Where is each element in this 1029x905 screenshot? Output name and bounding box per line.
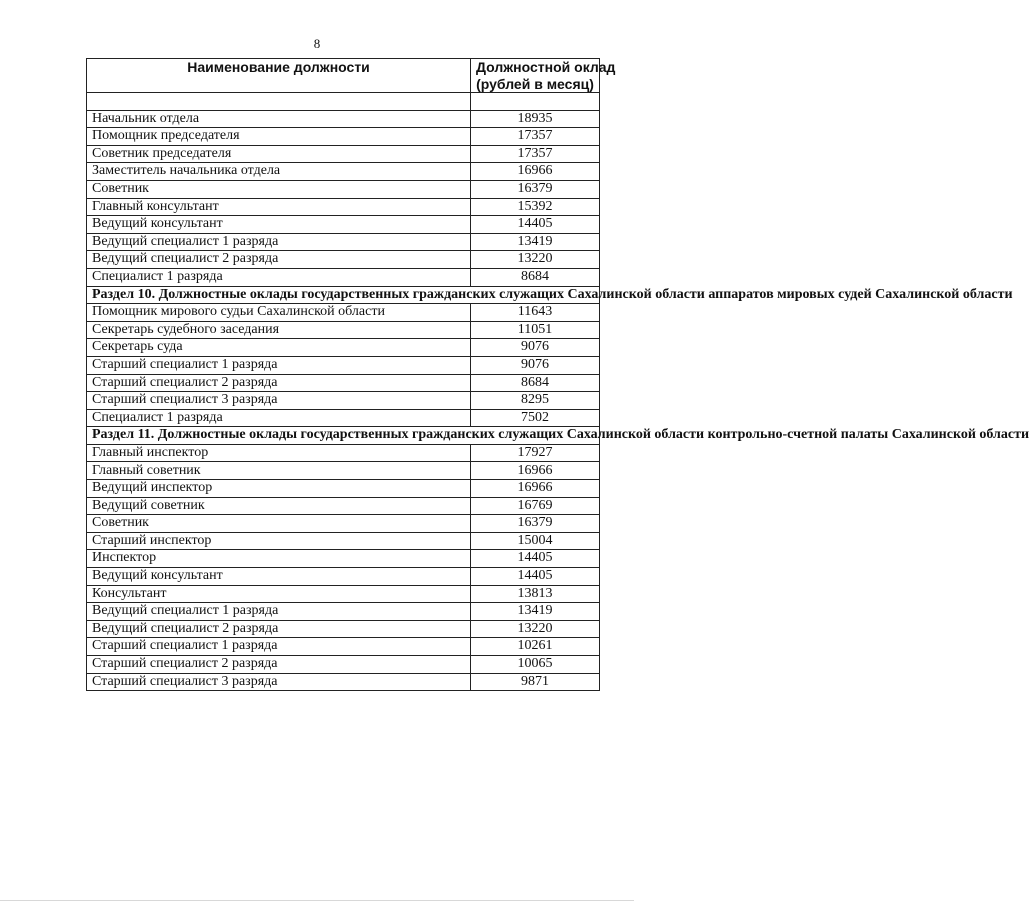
position-name-cell: Главный консультант bbox=[87, 198, 471, 216]
table-row bbox=[87, 392, 600, 410]
position-name-cell: Ведущий инспектор bbox=[87, 480, 471, 498]
table-row bbox=[87, 304, 600, 322]
table-row bbox=[87, 216, 600, 234]
table-row bbox=[87, 638, 600, 656]
table-row bbox=[87, 128, 600, 146]
table-row bbox=[87, 515, 600, 533]
table-row bbox=[87, 339, 600, 357]
position-name-cell: Главный советник bbox=[87, 462, 471, 480]
page-number: 8 bbox=[313, 36, 321, 51]
salary-cell: 14405 bbox=[471, 568, 600, 586]
position-name-cell: Ведущий специалист 1 разряда bbox=[87, 233, 471, 251]
salary-cell: 17357 bbox=[471, 145, 600, 163]
table-row bbox=[87, 110, 600, 128]
position-name-cell: Ведущий специалист 1 разряда bbox=[87, 603, 471, 621]
header-salary bbox=[471, 59, 616, 93]
salary-cell: 8684 bbox=[471, 374, 600, 392]
position-name-cell: Советник bbox=[87, 180, 471, 198]
position-name-cell: Консультант bbox=[87, 585, 471, 603]
position-name-cell: Советник председателя bbox=[87, 145, 471, 163]
position-name-cell: Ведущий специалист 2 разряда bbox=[87, 620, 471, 638]
table-row bbox=[87, 585, 600, 603]
header-salary-line1: Должностной оклад bbox=[476, 59, 616, 75]
position-name-cell: Старший инспектор bbox=[87, 532, 471, 550]
table-row bbox=[87, 163, 600, 181]
table-row bbox=[87, 409, 600, 427]
position-name-cell: Заместитель начальника отдела bbox=[87, 163, 471, 181]
salary-cell: 16379 bbox=[471, 515, 600, 533]
position-name-cell: Старший специалист 1 разряда bbox=[87, 638, 471, 656]
salary-cell: 16966 bbox=[471, 462, 600, 480]
table-row bbox=[87, 532, 600, 550]
salary-cell: 16966 bbox=[471, 480, 600, 498]
salary-cell: 13419 bbox=[471, 603, 600, 621]
table-row bbox=[87, 480, 600, 498]
salary-cell: 13419 bbox=[471, 233, 600, 251]
salary-cell: 10261 bbox=[471, 638, 600, 656]
section-title: Раздел 10. Должностные оклады государственных гражданских служащих Сахалинской области аппаратов мировых судей Сахалинской области bbox=[87, 286, 600, 304]
salary-cell: 11051 bbox=[471, 321, 600, 339]
salary-cell: 9871 bbox=[471, 673, 600, 691]
position-name-cell: Старший специалист 1 разряда bbox=[87, 356, 471, 374]
salary-cell: 14405 bbox=[471, 550, 600, 568]
table-row bbox=[87, 497, 600, 515]
table-row bbox=[87, 180, 600, 198]
spacer-row bbox=[87, 93, 600, 111]
position-name-cell: Старший специалист 2 разряда bbox=[87, 374, 471, 392]
table-row bbox=[87, 145, 600, 163]
salary-cell: 9076 bbox=[471, 356, 600, 374]
table-header-row bbox=[87, 59, 600, 93]
salary-cell: 11643 bbox=[471, 304, 600, 322]
position-name-cell: Секретарь суда bbox=[87, 339, 471, 357]
salary-table bbox=[86, 58, 1029, 691]
position-name-cell: Ведущий консультант bbox=[87, 568, 471, 586]
position-name-cell: Старший специалист 3 разряда bbox=[87, 392, 471, 410]
position-name-cell: Ведущий консультант bbox=[87, 216, 471, 234]
salary-cell: 13220 bbox=[471, 620, 600, 638]
salary-cell: 8295 bbox=[471, 392, 600, 410]
salary-cell: 7502 bbox=[471, 409, 600, 427]
salary-cell: 14405 bbox=[471, 216, 600, 234]
salary-cell: 16379 bbox=[471, 180, 600, 198]
table-row bbox=[87, 233, 600, 251]
salary-cell: 13813 bbox=[471, 585, 600, 603]
table-row bbox=[87, 198, 600, 216]
salary-cell: 10065 bbox=[471, 656, 600, 674]
table-row bbox=[87, 620, 600, 638]
header-salary-line2: (рублей в месяц) bbox=[476, 75, 594, 92]
position-name-cell: Ведущий специалист 2 разряда bbox=[87, 251, 471, 269]
spacer-cell bbox=[87, 93, 471, 111]
section-11-header-row bbox=[87, 427, 600, 445]
table-row bbox=[87, 268, 600, 286]
salary-cell: 8684 bbox=[471, 268, 600, 286]
table-row bbox=[87, 444, 600, 462]
section-title: Раздел 11. Должностные оклады государственных гражданских служащих Сахалинской области контрольно-счетной палаты Сахалинской области bbox=[87, 427, 600, 445]
position-name-cell: Секретарь судебного заседания bbox=[87, 321, 471, 339]
salary-cell: 18935 bbox=[471, 110, 600, 128]
table-row bbox=[87, 673, 600, 691]
position-name-cell: Ведущий советник bbox=[87, 497, 471, 515]
table-row bbox=[87, 462, 600, 480]
position-name-cell: Инспектор bbox=[87, 550, 471, 568]
scan-edge-line bbox=[0, 900, 634, 901]
header-position-name: Наименование должности bbox=[87, 59, 471, 93]
position-name-cell: Помощник мирового судьи Сахалинской области bbox=[87, 304, 471, 322]
table-row bbox=[87, 356, 600, 374]
salary-cell: 16966 bbox=[471, 163, 600, 181]
salary-cell: 13220 bbox=[471, 251, 600, 269]
salary-cell: 15004 bbox=[471, 532, 600, 550]
table-row bbox=[87, 550, 600, 568]
table-row bbox=[87, 656, 600, 674]
position-name-cell: Специалист 1 разряда bbox=[87, 409, 471, 427]
position-name-cell: Помощник председателя bbox=[87, 128, 471, 146]
position-name-cell: Главный инспектор bbox=[87, 444, 471, 462]
position-name-cell: Специалист 1 разряда bbox=[87, 268, 471, 286]
spacer-cell bbox=[471, 93, 600, 111]
position-name-cell: Старший специалист 3 разряда bbox=[87, 673, 471, 691]
table-row bbox=[87, 568, 600, 586]
table-row bbox=[87, 603, 600, 621]
section-10-header-row bbox=[87, 286, 600, 304]
table-row bbox=[87, 251, 600, 269]
salary-cell: 9076 bbox=[471, 339, 600, 357]
position-name-cell: Начальник отдела bbox=[87, 110, 471, 128]
table-row bbox=[87, 321, 600, 339]
table-body bbox=[87, 93, 1029, 691]
position-name-cell: Советник bbox=[87, 515, 471, 533]
salary-cell: 17927 bbox=[471, 444, 600, 462]
salary-cell: 16769 bbox=[471, 497, 600, 515]
salary-cell: 17357 bbox=[471, 128, 600, 146]
table-row bbox=[87, 374, 600, 392]
salary-cell: 15392 bbox=[471, 198, 600, 216]
position-name-cell: Старший специалист 2 разряда bbox=[87, 656, 471, 674]
